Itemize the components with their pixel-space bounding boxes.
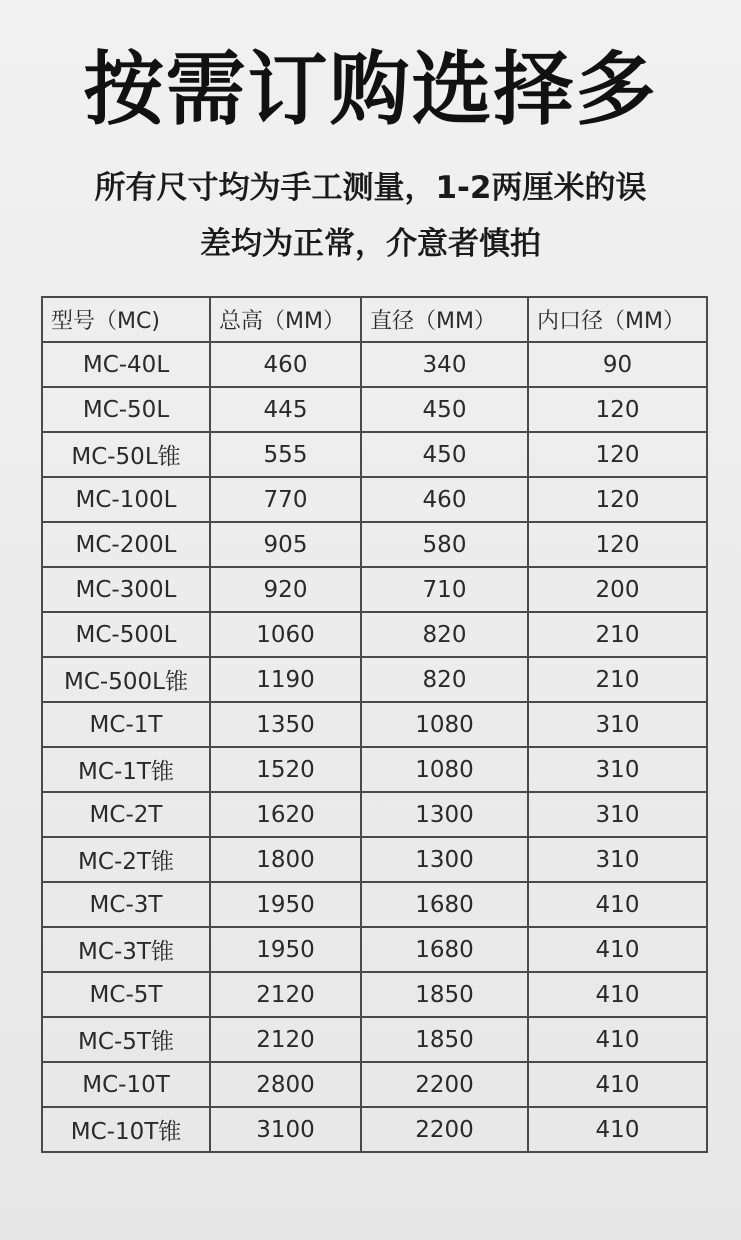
table-row — [42, 837, 707, 882]
cell-inner-diameter: 310 — [528, 792, 707, 837]
table-row — [42, 342, 707, 387]
header-inner-diameter: 内口径（MM） — [528, 297, 707, 342]
cell-model: MC-500L锥 — [42, 657, 210, 702]
table-row — [42, 432, 707, 477]
cell-diameter: 1850 — [361, 972, 528, 1017]
cell-model: MC-1T锥 — [42, 747, 210, 792]
cell-height: 445 — [210, 387, 361, 432]
table-row — [42, 702, 707, 747]
cell-model: MC-10T — [42, 1062, 210, 1107]
cell-diameter: 450 — [361, 387, 528, 432]
notice-line-2: 差均为正常，介意者慎拍 — [200, 226, 541, 262]
cell-model: MC-100L — [42, 477, 210, 522]
cell-model: MC-2T — [42, 792, 210, 837]
cell-diameter: 1850 — [361, 1017, 528, 1062]
cell-model: MC-3T锥 — [42, 927, 210, 972]
header-diameter: 直径（MM） — [361, 297, 528, 342]
cell-height: 1950 — [210, 927, 361, 972]
cell-diameter: 1300 — [361, 792, 528, 837]
cell-diameter: 340 — [361, 342, 528, 387]
cell-diameter: 580 — [361, 522, 528, 567]
cell-model: MC-10T锥 — [42, 1107, 210, 1152]
cell-diameter: 450 — [361, 432, 528, 477]
cell-model: MC-1T — [42, 702, 210, 747]
cell-inner-diameter: 210 — [528, 612, 707, 657]
table-row — [42, 567, 707, 612]
table-row — [42, 1017, 707, 1062]
cell-model: MC-2T锥 — [42, 837, 210, 882]
cell-inner-diameter: 120 — [528, 387, 707, 432]
cell-inner-diameter: 120 — [528, 477, 707, 522]
cell-inner-diameter: 310 — [528, 702, 707, 747]
cell-height: 1520 — [210, 747, 361, 792]
header-model: 型号（MC) — [42, 297, 210, 342]
cell-model: MC-200L — [42, 522, 210, 567]
cell-height: 1190 — [210, 657, 361, 702]
cell-inner-diameter: 120 — [528, 432, 707, 477]
spec-table — [41, 296, 708, 1153]
cell-height: 2120 — [210, 1017, 361, 1062]
header-height: 总高（MM） — [210, 297, 361, 342]
cell-height: 3100 — [210, 1107, 361, 1152]
cell-diameter: 1300 — [361, 837, 528, 882]
cell-model: MC-300L — [42, 567, 210, 612]
cell-height: 460 — [210, 342, 361, 387]
cell-height: 2800 — [210, 1062, 361, 1107]
cell-height: 2120 — [210, 972, 361, 1017]
cell-model: MC-5T锥 — [42, 1017, 210, 1062]
cell-height: 1800 — [210, 837, 361, 882]
cell-inner-diameter: 210 — [528, 657, 707, 702]
table-row — [42, 522, 707, 567]
table-row — [42, 747, 707, 792]
table-row — [42, 927, 707, 972]
table-row — [42, 477, 707, 522]
cell-height: 905 — [210, 522, 361, 567]
cell-model: MC-5T — [42, 972, 210, 1017]
cell-diameter: 2200 — [361, 1062, 528, 1107]
cell-diameter: 1080 — [361, 702, 528, 747]
cell-diameter: 820 — [361, 612, 528, 657]
cell-inner-diameter: 410 — [528, 927, 707, 972]
table-row — [42, 387, 707, 432]
cell-height: 1620 — [210, 792, 361, 837]
cell-inner-diameter: 410 — [528, 972, 707, 1017]
cell-diameter: 710 — [361, 567, 528, 612]
cell-height: 1350 — [210, 702, 361, 747]
cell-height: 770 — [210, 477, 361, 522]
table-row — [42, 1107, 707, 1152]
page-title: 按需订购选择多 — [83, 43, 658, 136]
cell-inner-diameter: 120 — [528, 522, 707, 567]
table-row — [42, 972, 707, 1017]
cell-diameter: 1680 — [361, 882, 528, 927]
table-row — [42, 882, 707, 927]
cell-diameter: 1680 — [361, 927, 528, 972]
cell-model: MC-50L锥 — [42, 432, 210, 477]
cell-model: MC-50L — [42, 387, 210, 432]
cell-inner-diameter: 410 — [528, 1062, 707, 1107]
header-row — [42, 297, 707, 342]
cell-inner-diameter: 90 — [528, 342, 707, 387]
notice-line-1: 所有尺寸均为手工测量，1-2两厘米的误 — [94, 170, 647, 206]
cell-inner-diameter: 410 — [528, 882, 707, 927]
cell-model: MC-3T — [42, 882, 210, 927]
cell-height: 1060 — [210, 612, 361, 657]
table-row — [42, 657, 707, 702]
cell-diameter: 820 — [361, 657, 528, 702]
cell-diameter: 1080 — [361, 747, 528, 792]
table-row — [42, 1062, 707, 1107]
cell-height: 555 — [210, 432, 361, 477]
cell-height: 920 — [210, 567, 361, 612]
spec-table-header — [42, 297, 707, 342]
cell-model: MC-40L — [42, 342, 210, 387]
cell-inner-diameter: 200 — [528, 567, 707, 612]
table-row — [42, 612, 707, 657]
cell-inner-diameter: 410 — [528, 1017, 707, 1062]
cell-height: 1950 — [210, 882, 361, 927]
cell-inner-diameter: 410 — [528, 1107, 707, 1152]
cell-inner-diameter: 310 — [528, 747, 707, 792]
cell-diameter: 460 — [361, 477, 528, 522]
cell-model: MC-500L — [42, 612, 210, 657]
cell-inner-diameter: 310 — [528, 837, 707, 882]
spec-table-body — [42, 342, 707, 1152]
cell-diameter: 2200 — [361, 1107, 528, 1152]
table-row — [42, 792, 707, 837]
